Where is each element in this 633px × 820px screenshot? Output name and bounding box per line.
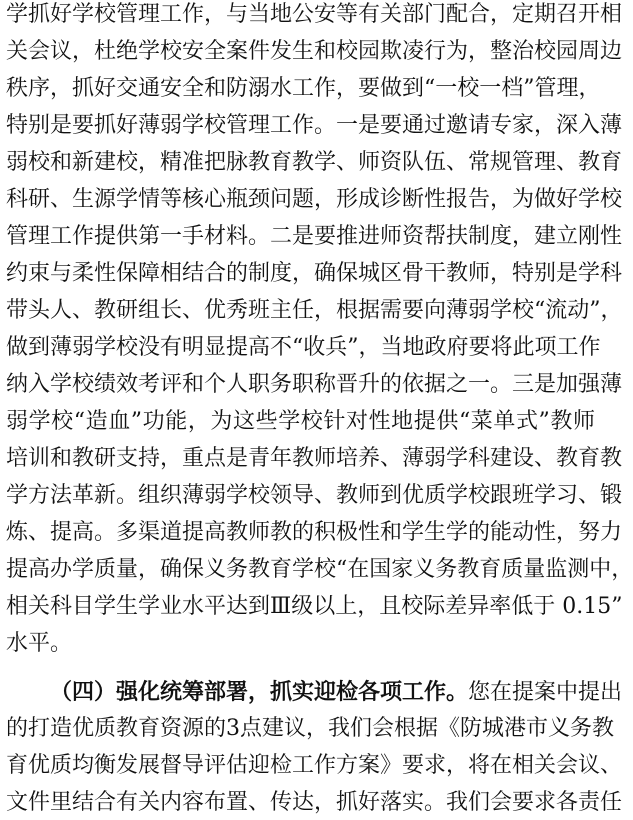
- body-text-line: 关会议，杜绝学校安全案件发生和校园欺凌行为，整治校园周边: [6, 39, 623, 64]
- body-text-line: 的打造优质教育资源的3点建议，我们会根据《防城港市义务教: [6, 716, 614, 741]
- section-heading: （四）强化统筹部署，抓实迎检各项工作。: [50, 679, 469, 705]
- section-heading-continuation: 您在提案中提出: [468, 680, 623, 705]
- body-text-line: 做到薄弱学校没有明显提高不“收兵”，当地政府要将此项工作: [6, 335, 601, 360]
- section-heading-line: [50, 678, 623, 706]
- body-text-line: 培训和教研支持，重点是青年教师培养、薄弱学科建设、教育教: [6, 446, 623, 471]
- body-text-line: 学方法革新。组织薄弱学校领导、教师到优质学校跟班学习、锻: [6, 483, 623, 508]
- body-text-line: 文件里结合有关内容布置、传达，抓好落实。我们会要求各责任: [6, 790, 623, 815]
- body-text-line: 特别是要抓好薄弱学校管理工作。一是要通过邀请专家，深入薄: [6, 113, 623, 138]
- body-text-line: 育优质均衡发展督导评估迎检工作方案》要求，将在相关会议、: [6, 753, 623, 778]
- body-text-line: 科研、生源学情等核心瓶颈问题，形成诊断性报告，为做好学校: [6, 187, 623, 212]
- body-text-line: 管理工作提供第一手材料。二是要推进师资帮扶制度，建立刚性: [6, 224, 623, 249]
- body-text-line: 纳入学校绩效考评和个人职务职称晋升的依据之一。三是加强薄: [6, 372, 623, 397]
- body-text-line: 带头人、教研组长、优秀班主任，根据需要向薄弱学校“流动”，: [6, 298, 623, 323]
- body-text-line: 提高办学质量，确保义务教育学校“在国家义务教育质量监测中，: [6, 557, 633, 582]
- body-text-line: 约束与柔性保障相结合的制度，确保城区骨干教师，特别是学科: [6, 261, 623, 286]
- body-text-line: 弱学校“造血”功能，为这些学校针对性地提供“菜单式”教师: [6, 409, 595, 434]
- body-text-line: 弱校和新建校，精准把脉教育教学、师资队伍、常规管理、教育: [6, 150, 623, 175]
- body-text-line: 相关科目学生学业水平达到Ⅲ级以上，且校际差异率低于 0.15”: [6, 594, 623, 619]
- body-text-line: 炼、提高。多渠道提高教师教的积极性和学生学的能动性，努力: [6, 520, 623, 545]
- body-text-line: 水平。: [6, 631, 73, 656]
- body-text-line: 学抓好学校管理工作，与当地公安等有关部门配合，定期召开相: [6, 2, 623, 27]
- body-text-line: 秩序，抓好交通安全和防溺水工作，要做到“一校一档”管理，: [6, 76, 601, 101]
